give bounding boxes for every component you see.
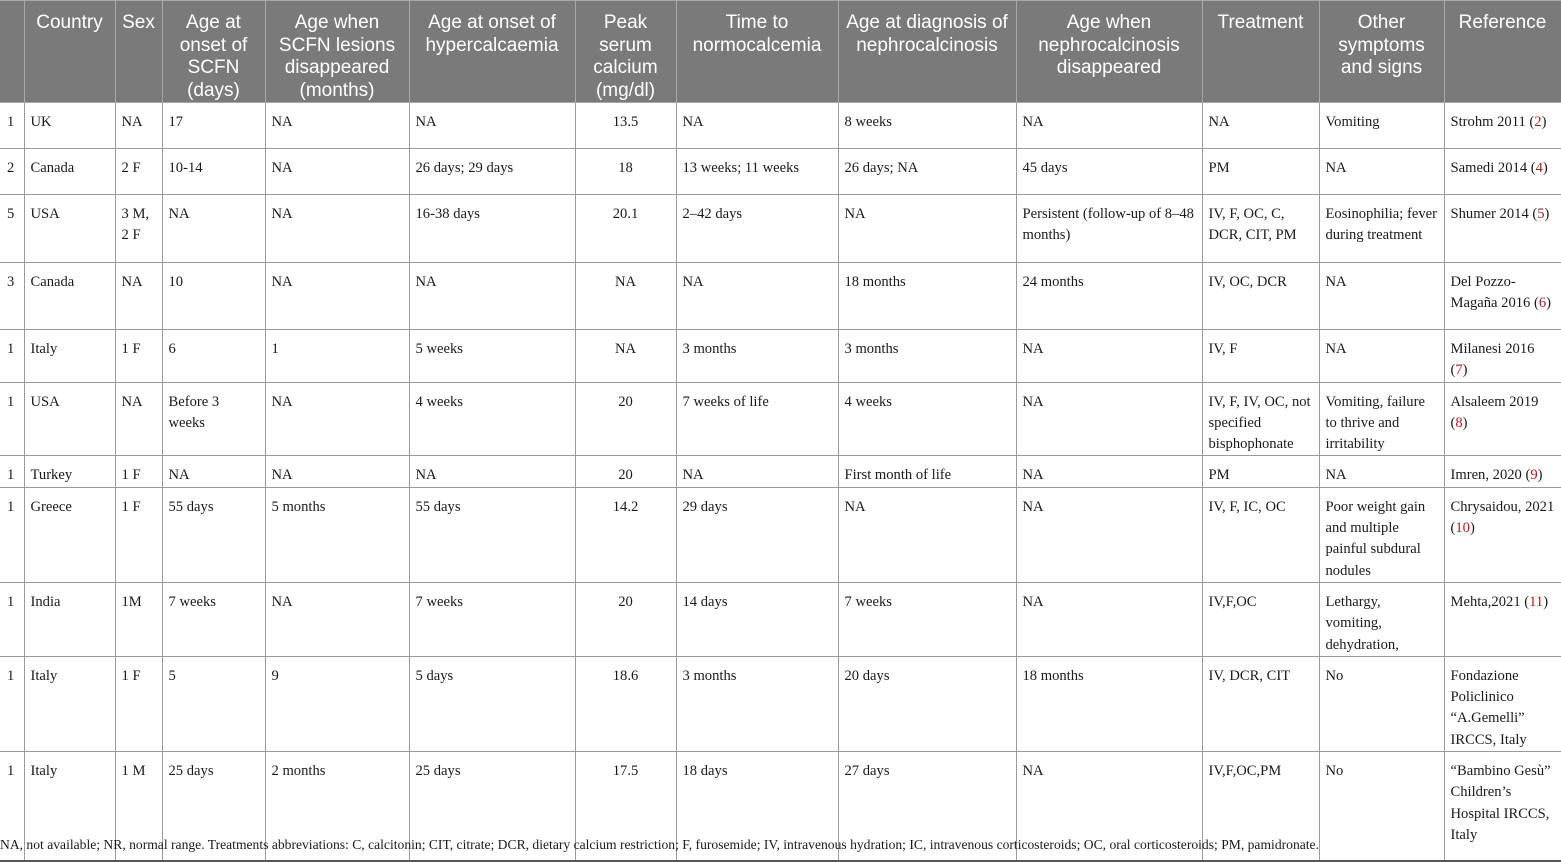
cell-onset-hypercalcaemia: 26 days; 29 days xyxy=(409,149,575,195)
cell-time-normocalcemia: 29 days xyxy=(676,487,838,582)
table-row xyxy=(0,656,1561,751)
cell-peak-calcium: 13.5 xyxy=(575,103,676,149)
table-row xyxy=(0,582,1561,656)
cell-scfn-disappeared: 1 xyxy=(265,330,409,383)
cell-sex: 3 M, 2 F xyxy=(115,195,162,263)
cell-count: 5 xyxy=(0,195,24,263)
cell-onset-hypercalcaemia: NA xyxy=(409,103,575,149)
cell-treatment: IV, F, IC, OC xyxy=(1202,487,1319,582)
cell-scfn-disappeared: 5 months xyxy=(265,487,409,582)
header-cell-sex: Sex xyxy=(115,1,162,103)
cell-peak-calcium: 20.1 xyxy=(575,195,676,263)
reference-citation-link[interactable]: 5 xyxy=(1537,206,1545,222)
cell-reference xyxy=(1444,582,1561,656)
reference-text: Alsaleem 2019 ( xyxy=(1450,393,1539,431)
cell-onset-scfn: 17 xyxy=(162,103,265,149)
cell-sex: 1 F xyxy=(115,330,162,383)
cell-peak-calcium: 18 xyxy=(575,149,676,195)
cell-peak-calcium: 17.5 xyxy=(575,752,676,861)
reference-text: Del Pozzo-Magaña 2016 ( xyxy=(1450,274,1539,312)
cell-count: 1 xyxy=(0,752,24,861)
cell-country: UK xyxy=(24,103,115,149)
cell-reference xyxy=(1444,752,1561,861)
cell-count: 1 xyxy=(0,382,24,456)
reference-close-paren: ) xyxy=(1544,206,1550,222)
cell-sex: 2 F xyxy=(115,149,162,195)
cell-scfn-disappeared: NA xyxy=(265,456,409,487)
reference-citation-link[interactable]: 6 xyxy=(1538,295,1547,312)
cell-country: Turkey xyxy=(24,456,115,487)
cell-other-symptoms: Eosinophilia; fever during treatment xyxy=(1319,195,1444,263)
cell-country: Canada xyxy=(24,263,115,330)
cell-dx-nephrocalcinosis: NA xyxy=(838,195,1016,263)
header-cell-count xyxy=(0,1,24,103)
cell-country: Canada xyxy=(24,149,115,195)
cell-treatment: IV, DCR, CIT xyxy=(1202,656,1319,751)
cell-onset-hypercalcaemia: 55 days xyxy=(409,487,575,582)
table-row xyxy=(0,103,1561,149)
cell-time-normocalcemia: 3 months xyxy=(676,330,838,383)
cell-other-symptoms: NA xyxy=(1319,263,1444,330)
cell-count: 1 xyxy=(0,487,24,582)
cell-treatment: IV, F xyxy=(1202,330,1319,383)
header-cell-reference: Reference xyxy=(1444,1,1561,103)
cell-scfn-disappeared: NA xyxy=(265,103,409,149)
cell-peak-calcium: 18.6 xyxy=(575,656,676,751)
cell-treatment: PM xyxy=(1202,456,1319,487)
cell-nephrocalcinosis-disappeared: NA xyxy=(1016,487,1202,582)
cell-time-normocalcemia: 14 days xyxy=(676,582,838,656)
cell-onset-scfn: 55 days xyxy=(162,487,265,582)
header-cell-other-symptoms: Other symptoms and signs xyxy=(1319,1,1444,103)
cell-dx-nephrocalcinosis: 3 months xyxy=(838,330,1016,383)
cell-count: 1 xyxy=(0,656,24,751)
reference-close-paren: ) xyxy=(1469,520,1475,537)
reference-citation-link[interactable]: 4 xyxy=(1535,160,1543,176)
cell-count: 1 xyxy=(0,103,24,149)
reference-text: “Bambino Gesù” Children’s Hospital IRCCS, Italy xyxy=(1450,763,1551,843)
cell-sex: 1 F xyxy=(115,487,162,582)
cell-treatment: IV,F,OC,PM xyxy=(1202,752,1319,861)
cell-scfn-disappeared: NA xyxy=(265,382,409,456)
cell-sex: 1 F xyxy=(115,656,162,751)
cell-onset-hypercalcaemia: 25 days xyxy=(409,752,575,861)
cell-onset-scfn: 5 xyxy=(162,656,265,751)
cell-onset-hypercalcaemia: 7 weeks xyxy=(409,582,575,656)
reference-citation-link[interactable]: 7 xyxy=(1455,362,1463,379)
table-row xyxy=(0,330,1561,383)
cell-reference xyxy=(1444,195,1561,263)
cell-onset-hypercalcaemia: NA xyxy=(409,456,575,487)
cell-onset-hypercalcaemia: 16-38 days xyxy=(409,195,575,263)
cell-country: Italy xyxy=(24,752,115,861)
cell-dx-nephrocalcinosis: 7 weeks xyxy=(838,582,1016,656)
cell-peak-calcium: 20 xyxy=(575,382,676,456)
reference-text: Strohm 2011 ( xyxy=(1450,114,1535,130)
cell-sex: NA xyxy=(115,263,162,330)
cell-reference xyxy=(1444,456,1561,487)
cell-dx-nephrocalcinosis: 26 days; NA xyxy=(838,149,1016,195)
cell-count: 3 xyxy=(0,263,24,330)
cell-scfn-disappeared: 2 months xyxy=(265,752,409,861)
reference-text: Mehta,2021 ( xyxy=(1450,593,1530,610)
cell-nephrocalcinosis-disappeared: NA xyxy=(1016,103,1202,149)
cell-other-symptoms: Vomiting, failure to thrive and irritability xyxy=(1319,382,1444,456)
cell-treatment: IV, OC, DCR xyxy=(1202,263,1319,330)
cell-peak-calcium: NA xyxy=(575,330,676,383)
cell-treatment: PM xyxy=(1202,149,1319,195)
reference-text: Fondazione Policlinico “A.Gemelli” IRCCS, Italy xyxy=(1450,667,1527,748)
cell-onset-scfn: 10-14 xyxy=(162,149,265,195)
cell-onset-scfn: NA xyxy=(162,456,265,487)
cell-dx-nephrocalcinosis: 20 days xyxy=(838,656,1016,751)
cell-onset-scfn: 7 weeks xyxy=(162,582,265,656)
cell-count: 1 xyxy=(0,456,24,487)
cell-reference xyxy=(1444,330,1561,383)
reference-close-paren: ) xyxy=(1542,160,1548,176)
cell-time-normocalcemia: 7 weeks of life xyxy=(676,382,838,456)
cell-dx-nephrocalcinosis: 27 days xyxy=(838,752,1016,861)
cell-onset-scfn: NA xyxy=(162,195,265,263)
cell-onset-hypercalcaemia: NA xyxy=(409,263,575,330)
cell-sex: NA xyxy=(115,382,162,456)
cell-nephrocalcinosis-disappeared: 18 months xyxy=(1016,656,1202,751)
cell-dx-nephrocalcinosis: 18 months xyxy=(838,263,1016,330)
cell-onset-hypercalcaemia: 5 weeks xyxy=(409,330,575,383)
reference-citation-link[interactable]: 9 xyxy=(1530,467,1538,484)
cell-nephrocalcinosis-disappeared: Persistent (follow-up of 8–48 months) xyxy=(1016,195,1202,263)
cell-scfn-disappeared: 9 xyxy=(265,656,409,751)
header-cell-onset-hypercalcaemia: Age at onset of hypercalcaemia xyxy=(409,1,575,103)
cell-count: 1 xyxy=(0,330,24,383)
header-cell-peak-calcium: Peak serum calcium (mg/dl) xyxy=(575,1,676,103)
cell-scfn-disappeared: NA xyxy=(265,149,409,195)
cell-other-symptoms: NA xyxy=(1319,330,1444,383)
cell-dx-nephrocalcinosis: First month of life xyxy=(838,456,1016,487)
table-row xyxy=(0,382,1561,456)
cell-time-normocalcemia: 18 days xyxy=(676,752,838,861)
cell-dx-nephrocalcinosis: NA xyxy=(838,487,1016,582)
header-row xyxy=(0,1,1561,103)
cell-sex: 1 F xyxy=(115,456,162,487)
reference-close-paren: ) xyxy=(1462,362,1468,379)
reference-close-paren: ) xyxy=(1543,593,1549,610)
cell-time-normocalcemia: NA xyxy=(676,456,838,487)
cell-country: USA xyxy=(24,382,115,456)
cell-nephrocalcinosis-disappeared: 45 days xyxy=(1016,149,1202,195)
cell-country: Italy xyxy=(24,656,115,751)
cell-nephrocalcinosis-disappeared: NA xyxy=(1016,456,1202,487)
reference-text: Milanesi 2016 ( xyxy=(1450,341,1535,379)
table-body xyxy=(0,103,1561,861)
cell-nephrocalcinosis-disappeared: 24 months xyxy=(1016,263,1202,330)
cell-peak-calcium: 14.2 xyxy=(575,487,676,582)
cell-nephrocalcinosis-disappeared: NA xyxy=(1016,752,1202,861)
cell-onset-scfn: 10 xyxy=(162,263,265,330)
cell-nephrocalcinosis-disappeared: NA xyxy=(1016,330,1202,383)
cell-other-symptoms: Poor weight gain and multiple painful subdural nodules xyxy=(1319,487,1444,582)
cell-treatment: NA xyxy=(1202,103,1319,149)
cell-time-normocalcemia: NA xyxy=(676,103,838,149)
cell-time-normocalcemia: 2–42 days xyxy=(676,195,838,263)
cell-onset-scfn: 25 days xyxy=(162,752,265,861)
table-row xyxy=(0,149,1561,195)
cell-sex: 1 M xyxy=(115,752,162,861)
header-cell-scfn-disappeared: Age when SCFN lesions disappeared (months) xyxy=(265,1,409,103)
cell-peak-calcium: NA xyxy=(575,263,676,330)
cell-treatment: IV,F,OC xyxy=(1202,582,1319,656)
cell-sex: NA xyxy=(115,103,162,149)
cell-scfn-disappeared: NA xyxy=(265,195,409,263)
header-cell-onset-scfn: Age at onset of SCFN (days) xyxy=(162,1,265,103)
header-cell-treatment: Treatment xyxy=(1202,1,1319,103)
cell-reference xyxy=(1444,149,1561,195)
reference-citation-link[interactable]: 10 xyxy=(1455,520,1470,537)
cell-sex: 1M xyxy=(115,582,162,656)
cell-other-symptoms: NA xyxy=(1319,456,1444,487)
header-cell-nephrocalcinosis-disappeared: Age when nephrocalcinosis disappeared xyxy=(1016,1,1202,103)
cell-onset-scfn: Before 3 weeks xyxy=(162,382,265,456)
cell-country: Greece xyxy=(24,487,115,582)
cell-country: USA xyxy=(24,195,115,263)
cell-scfn-disappeared: NA xyxy=(265,263,409,330)
cell-scfn-disappeared: NA xyxy=(265,582,409,656)
cell-dx-nephrocalcinosis: 4 weeks xyxy=(838,382,1016,456)
cell-other-symptoms: NA xyxy=(1319,149,1444,195)
cell-reference xyxy=(1444,382,1561,456)
reference-close-paren: ) xyxy=(1462,414,1468,431)
reference-text: Chrysaidou, 2021 ( xyxy=(1450,498,1555,537)
table-row xyxy=(0,263,1561,330)
cell-count: 2 xyxy=(0,149,24,195)
cell-time-normocalcemia: 3 months xyxy=(676,656,838,751)
cell-onset-scfn: 6 xyxy=(162,330,265,383)
reference-citation-link[interactable]: 8 xyxy=(1455,414,1463,431)
cell-time-normocalcemia: NA xyxy=(676,263,838,330)
cell-treatment: IV, F, OC, C, DCR, CIT, PM xyxy=(1202,195,1319,263)
table-row xyxy=(0,195,1561,263)
cell-nephrocalcinosis-disappeared: NA xyxy=(1016,382,1202,456)
cell-peak-calcium: 20 xyxy=(575,456,676,487)
cell-treatment: IV, F, IV, OC, not specified bisphophonate xyxy=(1202,382,1319,456)
cell-nephrocalcinosis-disappeared: NA xyxy=(1016,582,1202,656)
reference-citation-link[interactable]: 2 xyxy=(1534,114,1542,130)
cell-other-symptoms: No xyxy=(1319,752,1444,861)
cell-country: India xyxy=(24,582,115,656)
table-row xyxy=(0,456,1561,487)
cell-onset-hypercalcaemia: 5 days xyxy=(409,656,575,751)
reference-close-paren: ) xyxy=(1537,467,1543,484)
cell-reference xyxy=(1444,103,1561,149)
header-cell-country: Country xyxy=(24,1,115,103)
cell-other-symptoms: Vomiting xyxy=(1319,103,1444,149)
cell-onset-hypercalcaemia: 4 weeks xyxy=(409,382,575,456)
reference-text: Imren, 2020 ( xyxy=(1450,467,1531,484)
cell-reference xyxy=(1444,263,1561,330)
reference-citation-link[interactable]: 11 xyxy=(1529,593,1544,610)
reference-close-paren: ) xyxy=(1541,114,1547,130)
table-row xyxy=(0,487,1561,582)
cell-other-symptoms: Lethargy, vomiting, dehydration, xyxy=(1319,582,1444,656)
cell-other-symptoms: No xyxy=(1319,656,1444,751)
header-cell-time-normocalcemia: Time to normocalcemia xyxy=(676,1,838,103)
reference-text: Shumer 2014 ( xyxy=(1450,206,1538,222)
reference-close-paren: ) xyxy=(1546,295,1552,312)
cell-reference xyxy=(1444,487,1561,582)
cell-reference xyxy=(1444,656,1561,751)
cell-time-normocalcemia: 13 weeks; 11 weeks xyxy=(676,149,838,195)
cell-peak-calcium: 20 xyxy=(575,582,676,656)
cell-country: Italy xyxy=(24,330,115,383)
table-footnote: NA, not available; NR, normal range. Treatments abbreviations: C, calcitonin; CIT, citrate; DCR, dietary calcium restriction; F, furosemide; IV, intravenous hydration; IC, intravenous corticosteroids; OC, oral corticosteroids; PM, pamidronate. xyxy=(0,837,1319,852)
cell-count: 1 xyxy=(0,582,24,656)
reference-text: Samedi 2014 ( xyxy=(1450,160,1536,176)
cell-dx-nephrocalcinosis: 8 weeks xyxy=(838,103,1016,149)
header-cell-dx-nephrocalcinosis: Age at diagnosis of nephrocalcinosis xyxy=(838,1,1016,103)
